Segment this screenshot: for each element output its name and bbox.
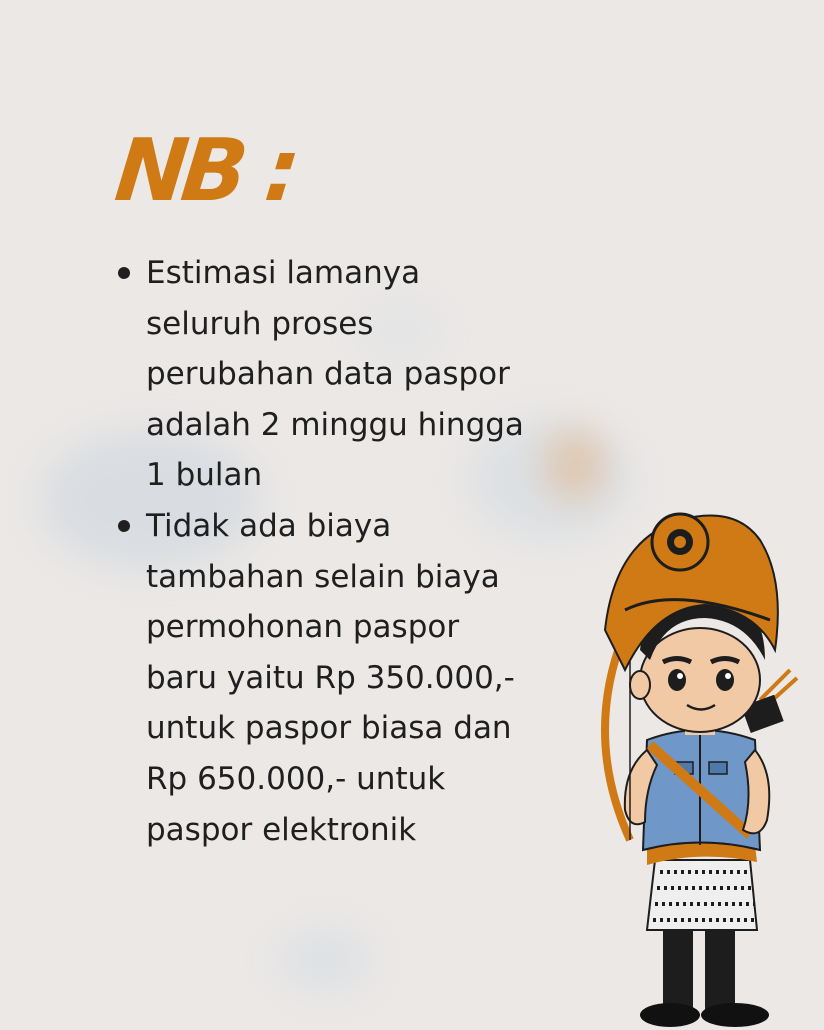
note-line: paspor elektronik [146, 811, 417, 848]
note-line: Rp 650.000,- untuk [146, 760, 446, 797]
mascot-archer-icon [585, 500, 800, 1030]
note-line: permohonan paspor [146, 609, 460, 646]
background-splash [280, 930, 370, 990]
note-line: untuk paspor biasa dan [146, 710, 512, 747]
bullet-icon [118, 267, 130, 279]
note-line: tambahan selain biaya [146, 558, 500, 595]
note-line: Tidak ada biaya [146, 507, 392, 544]
note-item [116, 248, 556, 501]
note-line: seluruh proses [146, 305, 374, 342]
note-line: Estimasi lamanya [146, 255, 421, 291]
note-item [116, 501, 556, 855]
notes-list [116, 248, 556, 855]
note-line: baru yaitu Rp 350.000,- [146, 659, 515, 696]
bullet-icon [118, 520, 130, 532]
note-line: perubahan data paspor [146, 356, 510, 393]
note-line: 1 bulan [146, 457, 263, 494]
page-title: NB : [110, 121, 300, 221]
note-line: adalah 2 minggu hingga [146, 406, 524, 443]
